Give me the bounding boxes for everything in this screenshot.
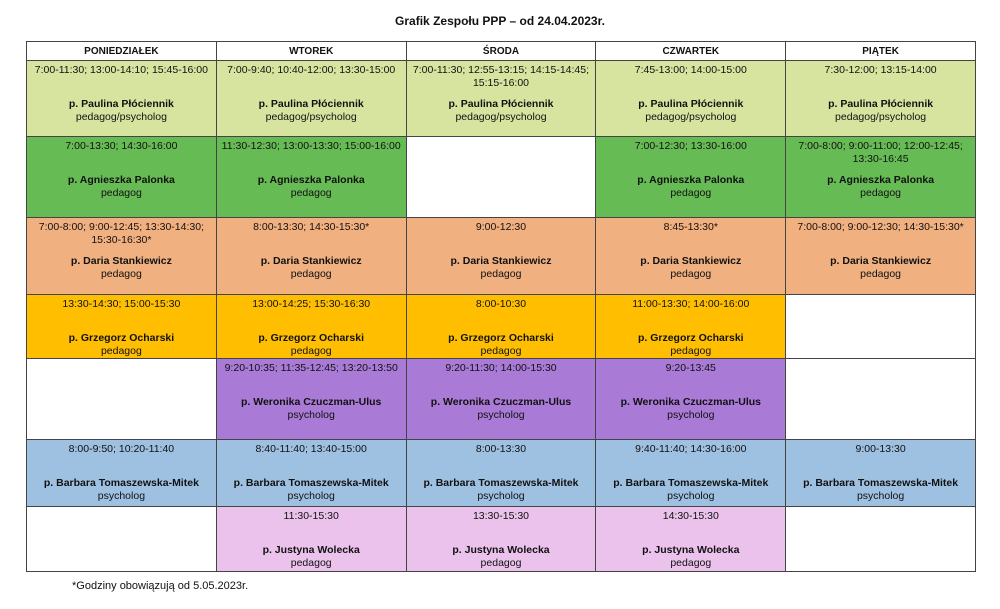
hours-text: 8:00-10:30: [475, 298, 527, 310]
staff-name: p. Daria Stankiewicz: [70, 255, 172, 267]
staff-name: p. Daria Stankiewicz: [450, 255, 552, 267]
empty-cell: [786, 295, 976, 359]
schedule-row: [27, 507, 976, 572]
staff-name: p. Agnieszka Palonka: [827, 174, 935, 186]
staff-name: p. Daria Stankiewicz: [640, 255, 742, 267]
staff-name: p. Daria Stankiewicz: [830, 255, 932, 267]
staff-name: p. Agnieszka Palonka: [637, 174, 745, 186]
staff-role: pedagog: [480, 557, 522, 569]
schedule-cell-tuesday: [216, 507, 406, 572]
schedule-cell-monday: [27, 61, 217, 137]
schedule-row: [27, 137, 976, 218]
staff-role: pedagog: [670, 345, 712, 357]
hours-text: 7:00-11:30; 12:55-13:15; 14:15-14:45; 15:15-16:00: [412, 64, 590, 89]
staff-name: p. Agnieszka Palonka: [67, 174, 175, 186]
document-title: Grafik Zespołu PPP – od 24.04.2023r.: [395, 14, 605, 28]
hours-text: 9:00-12:30: [475, 221, 527, 233]
staff-role: pedagog: [670, 268, 712, 280]
schedule-cell-tuesday: [216, 359, 406, 440]
schedule-cell-monday: [27, 137, 217, 218]
schedule-cell-thursday: [596, 218, 786, 295]
staff-name: p. Paulina Płóciennik: [258, 98, 364, 110]
staff-role: pedagog: [480, 268, 522, 280]
schedule-row: [27, 440, 976, 507]
staff-role: psycholog: [287, 490, 335, 502]
staff-role: psycholog: [97, 490, 146, 502]
schedule-cell-wednesday: [406, 440, 596, 507]
hours-text: 13:00-14:25; 15:30-16:30: [252, 298, 371, 310]
staff-name: p. Barbara Tomaszewska-Mitek: [233, 477, 389, 489]
staff-role: psycholog: [477, 490, 525, 502]
hours-text: 11:00-13:30; 14:00-16:00: [632, 298, 750, 310]
schedule-table: [26, 41, 976, 572]
schedule-cell-tuesday: [216, 218, 406, 295]
hours-text: 8:00-13:30; 14:30-15:30*: [253, 221, 370, 233]
schedule-cell-thursday: [596, 440, 786, 507]
staff-role: pedagog: [290, 187, 332, 199]
schedule-cell-tuesday: [216, 137, 406, 218]
staff-name: p. Justyna Wolecka: [262, 544, 360, 556]
staff-role: pedagog/psycholog: [455, 111, 547, 123]
day-header-monday: PONIEDZIAŁEK: [27, 42, 217, 61]
staff-name: p. Grzegorz Ocharski: [637, 332, 744, 344]
staff-name: p. Barbara Tomaszewska-Mitek: [423, 477, 579, 489]
hours-text: 7:00-12:30; 13:30-16:00: [634, 140, 747, 152]
staff-role: pedagog: [860, 187, 902, 199]
schedule-cell-thursday: [596, 295, 786, 359]
staff-role: pedagog: [290, 268, 332, 280]
schedule-row: [27, 359, 976, 440]
staff-name: p. Paulina Płóciennik: [638, 98, 744, 110]
schedule-cell-friday: [786, 137, 976, 218]
hours-text: 7:00-11:30; 13:00-14:10; 15:45-16:00: [34, 64, 208, 76]
hours-text: 8:00-9:50; 10:20-11:40: [68, 443, 175, 455]
schedule-cell-friday: [786, 440, 976, 507]
staff-name: p. Grzegorz Ocharski: [68, 332, 175, 344]
hours-text: 7:00-8:00; 9:00-12:30; 14:30-15:30*: [797, 221, 964, 233]
staff-role: pedagog/psycholog: [835, 111, 927, 123]
hours-text: 7:45-13:00; 14:00-15:00: [634, 64, 747, 76]
staff-role: pedagog: [290, 557, 332, 569]
staff-role: psycholog: [477, 409, 525, 421]
hours-text: 9:40-11:40; 14:30-16:00: [635, 443, 747, 455]
empty-cell: [27, 507, 217, 572]
schedule-cell-thursday: [596, 359, 786, 440]
schedule-cell-friday: [786, 218, 976, 295]
schedule-row: [27, 295, 976, 359]
staff-name: p. Justyna Wolecka: [642, 544, 740, 556]
schedule-cell-friday: [786, 61, 976, 137]
schedule-cell-wednesday: [406, 295, 596, 359]
hours-text: 9:00-13:30: [855, 443, 906, 455]
day-header-friday: PIĄTEK: [786, 42, 976, 61]
schedule-row: [27, 61, 976, 137]
schedule-cell-wednesday: [406, 218, 596, 295]
empty-cell: [406, 137, 596, 218]
staff-role: pedagog/psycholog: [265, 111, 357, 123]
schedule-cell-tuesday: [216, 61, 406, 137]
schedule-cell-thursday: [596, 137, 786, 218]
staff-name: p. Weronika Czuczman-Ulus: [620, 396, 761, 408]
hours-text: 7:00-8:00; 9:00-11:00; 12:00-12:45; 13:30-16:45: [798, 140, 963, 165]
staff-role: psycholog: [667, 409, 715, 421]
schedule-cell-wednesday: [406, 359, 596, 440]
hours-text: 13:30-15:30: [472, 510, 530, 522]
day-header-thursday: CZWARTEK: [596, 42, 786, 61]
staff-name: p. Paulina Płóciennik: [448, 98, 554, 110]
staff-name: p. Agnieszka Palonka: [257, 174, 365, 186]
hours-text: 7:00-8:00; 9:00-12:45; 13:30-14:30; 15:30-16:30*: [38, 221, 204, 246]
hours-text: 7:00-9:40; 10:40-12:00; 13:30-15:00: [227, 64, 396, 76]
staff-role: pedagog: [670, 187, 712, 199]
day-header-wednesday: ŚRODA: [406, 42, 596, 61]
staff-role: psycholog: [856, 490, 905, 502]
staff-name: p. Paulina Płóciennik: [68, 98, 174, 110]
schedule-cell-tuesday: [216, 440, 406, 507]
staff-name: p. Weronika Czuczman-Ulus: [430, 396, 572, 408]
schedule-cell-monday: [27, 218, 217, 295]
schedule-cell-tuesday: [216, 295, 406, 359]
empty-cell: [786, 359, 976, 440]
schedule-cell-monday: [27, 295, 217, 359]
hours-text: 13:30-14:30; 15:00-15:30: [62, 298, 181, 310]
staff-name: p. Grzegorz Ocharski: [448, 332, 554, 344]
staff-role: psycholog: [667, 490, 715, 502]
staff-name: p. Weronika Czuczman-Ulus: [240, 396, 382, 408]
staff-name: p. Barbara Tomaszewska-Mitek: [803, 477, 959, 489]
staff-role: pedagog: [290, 345, 332, 357]
schedule-cell-thursday: [596, 61, 786, 137]
hours-text: 8:40-11:40; 13:40-15:00: [255, 443, 367, 455]
staff-role: pedagog: [860, 268, 902, 280]
hours-text: 11:30-12:30; 13:00-13:30; 15:00-16:00: [221, 140, 401, 152]
footnote: *Godziny obowiązują od 5.05.2023r.: [72, 580, 249, 592]
staff-role: pedagog: [670, 557, 712, 569]
hours-text: 8:00-13:30: [475, 443, 527, 455]
staff-role: pedagog: [100, 187, 142, 199]
hours-text: 8:45-13:30*: [663, 221, 718, 233]
hours-text: 9:20-11:30; 14:00-15:30: [445, 362, 557, 374]
staff-name: p. Barbara Tomaszewska-Mitek: [43, 477, 199, 489]
staff-role: pedagog: [100, 345, 142, 357]
hours-text: 14:30-15:30: [662, 510, 719, 522]
staff-role: pedagog/psycholog: [75, 111, 167, 123]
staff-role: pedagog/psycholog: [645, 111, 737, 123]
hours-text: 7:30-12:00; 13:15-14:00: [824, 64, 937, 76]
staff-role: pedagog: [100, 268, 142, 280]
hours-text: 9:20-10:35; 11:35-12:45; 13:20-13:50: [224, 362, 398, 374]
staff-role: pedagog: [480, 345, 522, 357]
hours-text: 11:30-15:30: [283, 510, 339, 522]
empty-cell: [786, 507, 976, 572]
staff-name: p. Justyna Wolecka: [452, 544, 550, 556]
schedule-row: [27, 218, 976, 295]
schedule-cell-monday: [27, 440, 217, 507]
schedule-cell-wednesday: [406, 61, 596, 137]
staff-name: p. Paulina Płóciennik: [828, 98, 934, 110]
hours-text: 7:00-13:30; 14:30-16:00: [65, 140, 178, 152]
schedule-cell-wednesday: [406, 507, 596, 572]
hours-text: 9:20-13:45: [665, 362, 716, 374]
staff-name: p. Barbara Tomaszewska-Mitek: [613, 477, 769, 489]
schedule-cell-thursday: [596, 507, 786, 572]
staff-name: p. Grzegorz Ocharski: [258, 332, 364, 344]
empty-cell: [27, 359, 217, 440]
staff-name: p. Daria Stankiewicz: [260, 255, 362, 267]
day-header-tuesday: WTOREK: [216, 42, 406, 61]
header-row: [27, 42, 976, 61]
staff-role: psycholog: [287, 409, 335, 421]
